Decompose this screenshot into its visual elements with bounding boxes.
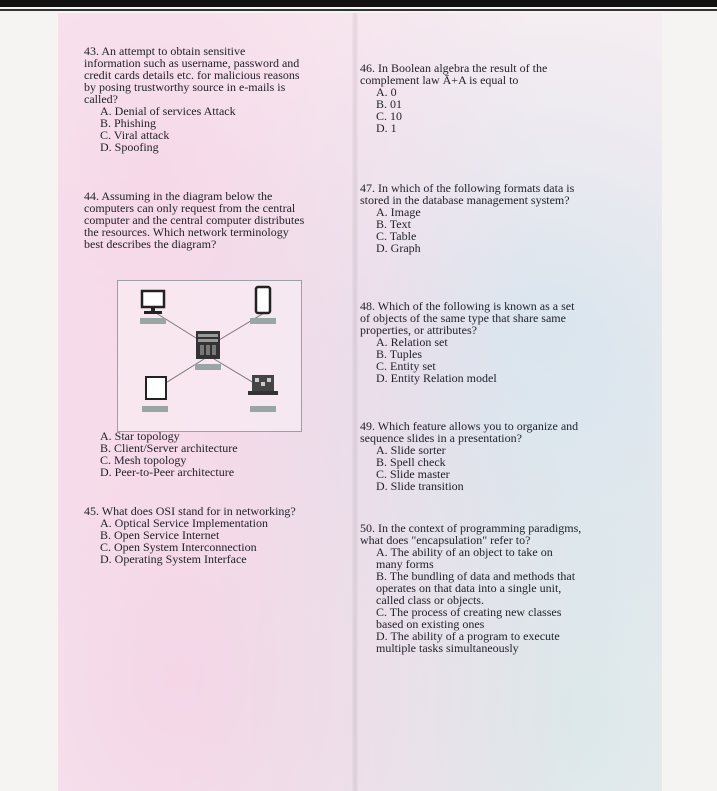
option-c: C. 10 [376, 109, 403, 123]
question-stem: 47. In which of the following formats data is stored in the database management system? [360, 181, 575, 207]
option-a: A. Slide sorter [376, 443, 446, 457]
option-b: B. Phishing [100, 116, 157, 130]
option-b: B. 01 [376, 97, 403, 111]
option-b: B. Open Service Internet [100, 528, 220, 542]
question-47 [360, 182, 575, 254]
question-44 [84, 190, 309, 250]
laptop-icon [248, 375, 278, 412]
question-48 [360, 300, 585, 384]
option-b: B. Tuples [376, 347, 423, 361]
option-d: D. Graph [376, 241, 421, 255]
question-stem: 46. In Boolean algebra the result of the complement law Ā+A is equal to [360, 61, 548, 87]
question-44-options [84, 430, 309, 478]
question-stem: 43. An attempt to obtain sensitive information such as username, password and credit cards details etc. for malicious reasons by posing trustworthy source in e-mails is called? [84, 44, 300, 106]
question-stem: 50. In the context of programming paradigms, what does "encapsulation" refer to? [360, 521, 582, 547]
question-43 [84, 45, 304, 153]
network-diagram [117, 280, 302, 432]
desktop-computer-icon [140, 291, 166, 324]
tablet-icon [142, 377, 168, 412]
option-a: A. 0 [376, 85, 397, 99]
option-c: C. Mesh topology [100, 453, 187, 467]
option-d: D. Peer-to-Peer architecture [100, 465, 235, 479]
option-b: B. Client/Server architecture [100, 441, 238, 455]
option-d: D. 1 [376, 121, 397, 135]
option-c: C. Viral attack [100, 128, 170, 142]
option-a: A. Relation set [376, 335, 448, 349]
option-a: A. The ability of an object to take on many forms [376, 545, 553, 571]
top-border [0, 0, 717, 7]
question-49 [360, 420, 585, 492]
option-a: A. Star topology [100, 429, 180, 443]
question-stem: 49. Which feature allows you to organize and sequence slides in a presentation? [360, 419, 579, 445]
question-stem: 45. What does OSI stand for in networking? [84, 504, 296, 518]
smartphone-icon [250, 287, 276, 324]
option-d: D. Slide transition [376, 479, 464, 493]
option-c: C. Entity set [376, 359, 436, 373]
server-icon [195, 331, 221, 370]
link-line [214, 313, 264, 343]
option-a: A. Denial of services Attack [100, 104, 236, 118]
top-line [0, 9, 717, 11]
option-a: A. Image [376, 205, 421, 219]
option-d: D. Operating System Interface [100, 552, 247, 566]
question-stem: 48. Which of the following is known as a set of objects of the same type that share same properties, or attributes? [360, 299, 575, 337]
option-b: B. The bundling of data and methods that operates on that data into a single unit, called class or objects. [376, 569, 576, 607]
question-stem: 44. Assuming in the diagram below the computers can only request from the central computer and the central computer distributes the resources. Which network terminology best describes the diagram? [84, 189, 305, 251]
option-d: D. Entity Relation model [376, 371, 497, 385]
option-d: D. Spoofing [100, 140, 159, 154]
option-c: C. Open System Interconnection [100, 540, 257, 554]
option-a: A. Optical Service Implementation [100, 516, 268, 530]
option-c: C. The process of creating new classes based on existing ones [376, 605, 562, 631]
option-b: B. Spell check [376, 455, 446, 469]
option-b: B. Text [376, 217, 411, 231]
question-46 [360, 62, 575, 134]
option-c: C. Table [376, 229, 417, 243]
network-diagram-svg [118, 281, 301, 431]
question-45 [84, 505, 309, 565]
page-fold [352, 13, 358, 791]
option-c: C. Slide master [376, 467, 450, 481]
question-50 [360, 522, 585, 654]
option-d: D. The ability of a program to execute multiple tasks simultaneously [376, 629, 560, 655]
